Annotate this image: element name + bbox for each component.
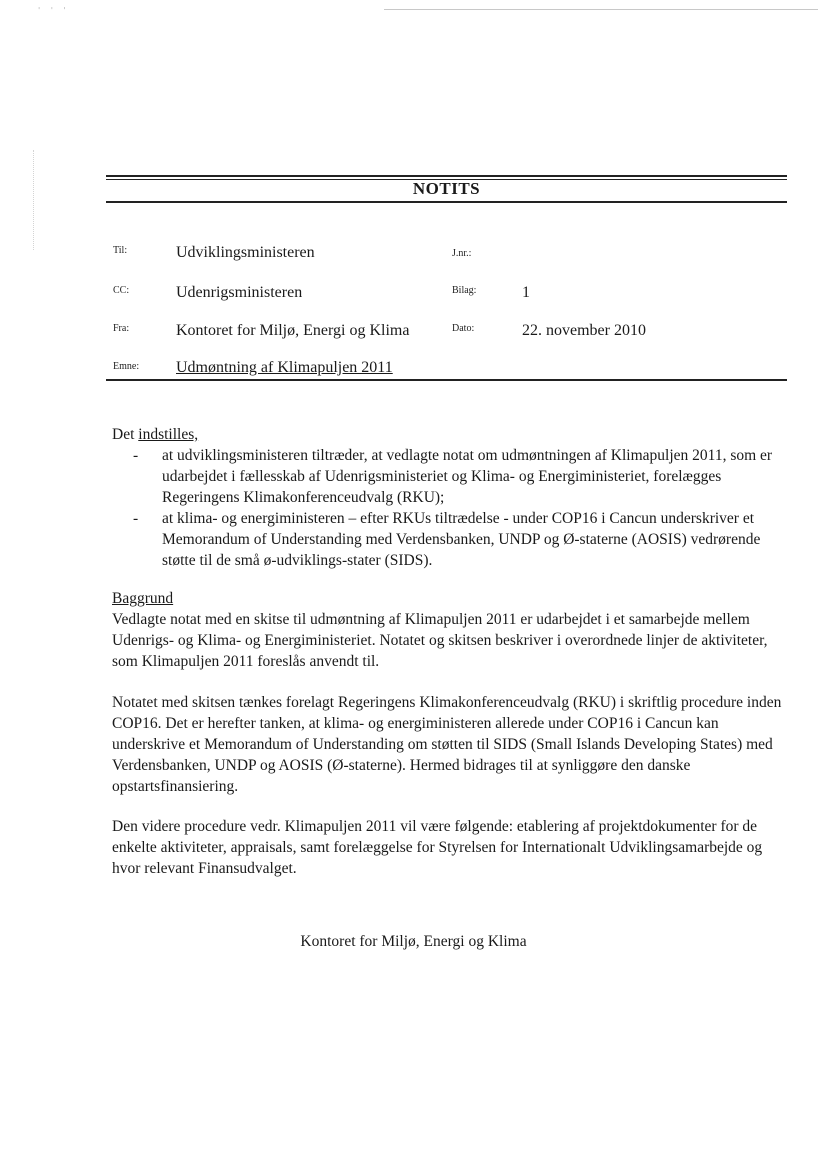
bullet-marker-1: - (133, 447, 139, 464)
emne-value: Udmøntning af Klimapuljen 2011 (176, 359, 393, 376)
bullet-item-1: at udviklingsministeren tiltræder, at vedlagte notat om udmøntningen af Klimapuljen 2011, som er udarbejdet i fællesskab af Udenrigsministeriet og Klima- og Energiministeriet, forelægges Regeringens Klimakonferenceudvalg (RKU); (162, 447, 773, 506)
dato-label: Dato: (452, 323, 475, 334)
paragraph-1: Vedlagte notat med en skitse til udmøntning af Klimapuljen 2011 er udarbejdet i et samarbejde mellem Udenrigs- og Klima- og Energiministeriet. Notatet og skitsen beskriver i overordnede linjer de aktiviteter, som Klimapuljen 2011 foreslås anvendt til. (112, 611, 768, 670)
dato-value: 22. november 2010 (522, 322, 646, 339)
til-label: Til: (113, 245, 128, 256)
cc-value: Udenrigsministeren (176, 284, 303, 301)
title-rule-bottom (106, 201, 787, 203)
scan-artifact-line (384, 9, 818, 10)
scan-artifact-marks: ' ' ' (38, 6, 70, 15)
intro-underlined: indstilles, (138, 426, 199, 443)
bullet-item-2: at klima- og energiministeren – efter RKUs tiltrædelse - under COP16 i Cancun underskriver et Memorandum of Understanding med Verdensbanken, UNDP og Ø-staterne (AOSIS) vedrørende støtte til de små ø-udviklings-stater (SIDS). (162, 510, 761, 569)
fra-label: Fra: (113, 323, 130, 334)
intro-line (112, 424, 792, 445)
bilag-value: 1 (522, 284, 530, 301)
intro-prefix: Det (112, 426, 139, 443)
jnr-label: J.nr.: (452, 248, 472, 259)
til-value: Udviklingsministeren (176, 244, 315, 261)
meta-rule (106, 379, 787, 381)
paragraph-2: Notatet med skitsen tænkes forelagt Regeringens Klimakonferenceudvalg (RKU) i skriftlig procedure inden COP16. Det er herefter tanken, at klima- og energiministeren allerede under COP16 i Cancun kan underskrive et Memorandum of Understanding om støtten til SIDS (Small Islands Developing States) med Verdensbanken, UNDP og AOSIS (Ø-staterne). Hermed bidrages til at synliggøre den danske opstartsfinansiering. (112, 694, 782, 795)
section-heading-baggrund: Baggrund (112, 590, 174, 607)
signature: Kontoret for Miljø, Energi og Klima (300, 933, 527, 950)
paragraph-3: Den videre procedure vedr. Klimapuljen 2011 vil være følgende: etablering af projektdokumenter for de enkelte aktiviteter, appraisals, samt forelæggelse for Styrelsen for Internationalt Udviklingsamarbejde og hvor relevant Finansudvalget. (112, 818, 763, 877)
bullet-marker-2: - (133, 510, 139, 527)
cc-label: CC: (113, 285, 130, 296)
fra-value: Kontoret for Miljø, Energi og Klima (176, 322, 410, 339)
bilag-label: Bilag: (452, 285, 477, 296)
document-title: NOTITS (412, 179, 481, 198)
emne-label: Emne: (113, 361, 140, 372)
scan-margin-marks (33, 150, 36, 250)
